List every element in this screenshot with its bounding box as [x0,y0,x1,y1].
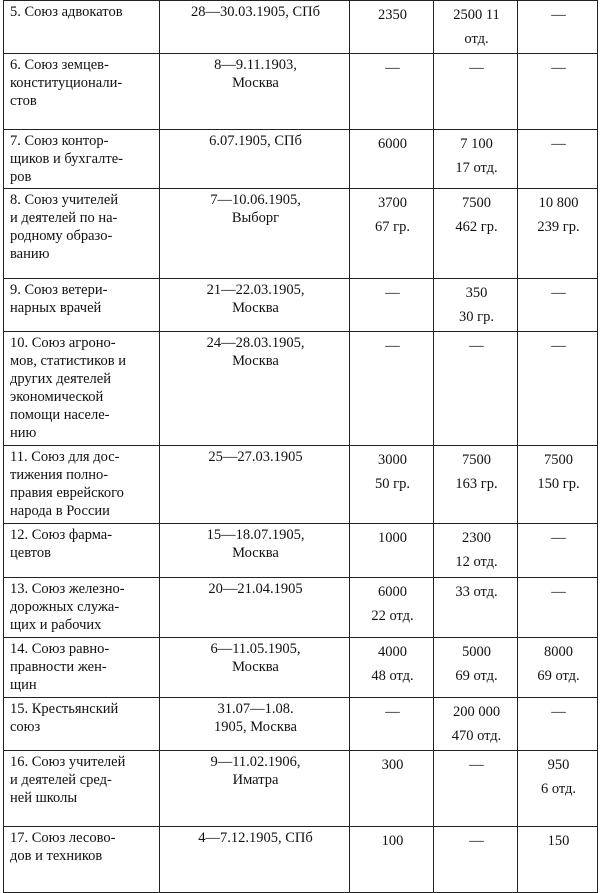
members-col3-cell-line: — [551,60,566,76]
members-col2-cell-line: — [469,338,484,354]
congress-date-cell-line: Выборг [231,210,280,226]
members-col2-cell [434,446,518,524]
union-name-cell-line: 9. Союз ветери- [10,282,108,298]
members-col2-cell [434,524,518,578]
union-name-cell-line: мов, статистиков и [10,353,126,369]
union-name-cell-line: других деятелей [10,371,111,387]
members-col1-cell-line: — [385,60,400,76]
members-col1-cell [350,332,434,446]
members-col2-cell [434,827,518,893]
congress-date-cell [160,638,350,698]
table-row [4,827,598,893]
members-col1-cell [350,446,434,524]
members-col2-cell-line: 350 [465,285,488,301]
members-col2-cell-line: 2300 [462,530,491,546]
congress-date-cell [160,524,350,578]
table-row [4,698,598,751]
members-col3-cell [518,524,598,578]
members-col1-cell-line: 2350 [378,7,407,23]
members-col1-cell-line: 3000 [378,452,407,468]
table-row [4,638,598,698]
union-name-cell-line: стов [10,93,37,109]
union-name-cell [4,130,160,189]
congress-date-cell [160,1,350,54]
congress-date-cell [160,578,350,638]
members-col2-cell [434,751,518,827]
congress-date-cell-line: Иматра [232,772,279,788]
members-col1-cell-line: 4000 [378,644,407,660]
union-name-cell-line: правности жен- [10,659,107,675]
union-name-cell [4,54,160,130]
members-col1-cell [350,54,434,130]
members-col2-cell-line: 30 гр. [459,309,494,325]
members-col1-cell-line: 1000 [378,530,407,546]
members-col2-cell-line: — [469,757,484,773]
congress-date-cell-line: 9—11.02.1906, [210,754,301,770]
congress-date-cell-line: Москва [232,300,279,316]
members-col2-cell [434,332,518,446]
union-name-cell-line: 16. Союз учителей [10,754,126,770]
members-col3-cell-line: 239 гр. [537,219,580,235]
members-col3-cell-line: 7500 [544,452,573,468]
congress-date-cell-line: Москва [232,659,279,675]
congress-date-cell-line: 20—21.04.1905 [208,581,303,597]
union-name-cell [4,698,160,751]
members-col2-cell-line: 33 отд. [455,584,498,600]
congress-date-cell-line: 7—10.06.1905, [210,192,301,208]
union-name-cell-line: тижения полно- [10,467,109,483]
members-col2-cell-line: 69 отд. [455,668,498,684]
congress-date-cell-line: 6.07.1905, СПб [209,133,302,149]
members-col2-cell [434,578,518,638]
table-row [4,751,598,827]
members-col3-cell-line: — [551,584,566,600]
members-col3-cell-line: — [551,530,566,546]
congress-date-cell [160,751,350,827]
union-name-cell [4,638,160,698]
union-name-cell-line: экономической [10,389,104,405]
members-col3-cell [518,130,598,189]
members-col1-cell-line: — [385,704,400,720]
members-col3-cell-line: — [551,704,566,720]
members-col1-cell-line: 300 [381,757,404,773]
union-name-cell-line: 14. Союз равно- [10,641,110,657]
members-col3-cell-line: 150 [547,833,570,849]
congress-date-cell-line: 24—28.03.1905, [206,335,305,351]
union-name-cell-line: и деятелей сред- [10,772,112,788]
members-col2-cell [434,130,518,189]
congress-date-cell-line: Москва [232,545,279,561]
members-col2-cell-line: 7500 [462,195,491,211]
congress-date-cell-line: 25—27.03.1905 [208,449,303,465]
members-col2-cell-line: 470 отд. [451,728,502,744]
congress-date-cell-line: Москва [232,75,279,91]
members-col1-cell [350,751,434,827]
members-col2-cell [434,54,518,130]
members-col2-cell-line: 2500 11 [453,7,500,23]
members-col2-cell-line: 7 100 [460,136,493,152]
union-name-cell-line: ров [10,169,32,185]
congress-date-cell-line: 1905, Москва [214,719,297,735]
union-name-cell-line: союз [10,719,41,735]
members-col3-cell-line: 8000 [544,644,573,660]
congress-date-cell [160,189,350,279]
members-col3-cell [518,638,598,698]
members-col3-cell [518,189,598,279]
members-col3-cell [518,279,598,332]
members-col2-cell-line: — [469,60,484,76]
members-col1-cell-line: 6000 [378,136,407,152]
union-name-cell-line: 10. Союз агроно- [10,335,116,351]
union-name-cell-line: народа в России [10,503,110,519]
members-col2-cell-line: 5000 [462,644,491,660]
members-col1-cell-line: — [385,338,400,354]
members-col1-cell-line: — [385,285,400,301]
members-col3-cell-line: — [551,285,566,301]
table-row [4,524,598,578]
members-col2-cell-line: — [469,833,484,849]
members-col2-cell-line: 12 отд. [455,554,498,570]
congress-date-cell [160,698,350,751]
members-col1-cell [350,698,434,751]
members-col1-cell [350,1,434,54]
members-col3-cell [518,1,598,54]
congress-date-cell-line: 21—22.03.1905, [206,282,305,298]
table-row [4,332,598,446]
union-name-cell-line: щин [10,677,37,693]
congress-date-cell-line: 6—11.05.1905, [210,641,301,657]
union-name-cell-line: дов и техников [10,848,103,864]
members-col1-cell [350,189,434,279]
union-name-cell-line: 15. Крестьянский [10,701,119,717]
union-name-cell-line: и деятелей по на- [10,210,118,226]
members-col2-cell [434,698,518,751]
members-col1-cell-line: 3700 [378,195,407,211]
congress-date-cell [160,332,350,446]
union-name-cell-line: щиков и бухгалте- [10,151,124,167]
congress-date-cell [160,446,350,524]
members-col1-cell [350,827,434,893]
union-name-cell [4,1,160,54]
members-col1-cell-line: 100 [381,833,404,849]
table-row [4,578,598,638]
union-name-cell [4,578,160,638]
members-col1-cell [350,524,434,578]
union-name-cell-line: правия еврейского [10,485,124,501]
members-col2-cell [434,638,518,698]
members-col3-cell [518,698,598,751]
union-name-cell-line: 13. Союз железно- [10,581,125,597]
union-name-cell-line: 17. Союз лесово- [10,830,116,846]
table-row [4,446,598,524]
table-row [4,279,598,332]
members-col3-cell-line: — [551,338,566,354]
congress-date-cell-line: 8—9.11.1903, [214,57,297,73]
congress-date-cell [160,130,350,189]
members-col1-cell [350,578,434,638]
congress-date-cell [160,279,350,332]
members-col2-cell-line: 163 гр. [455,476,498,492]
union-name-cell-line: ванию [10,246,50,262]
members-col1-cell [350,638,434,698]
union-name-cell-line: ней школы [10,790,78,806]
union-name-cell-line: цевтов [10,545,51,561]
union-name-cell-line: 12. Союз фарма- [10,527,113,543]
union-name-cell [4,751,160,827]
members-col1-cell-line: 67 гр. [375,219,410,235]
unions-table [3,0,598,893]
members-col1-cell [350,130,434,189]
members-col3-cell-line: 150 гр. [537,476,580,492]
union-name-cell [4,189,160,279]
congress-date-cell-line: 4—7.12.1905, СПб [198,830,313,846]
members-col2-cell-line: 462 гр. [455,219,498,235]
union-name-cell-line: щих и рабочих [10,617,102,633]
union-name-cell-line: конституционали- [10,75,123,91]
congress-date-cell [160,827,350,893]
congress-date-cell-line: 31.07—1.08. [217,701,294,717]
congress-date-cell [160,54,350,130]
union-name-cell [4,279,160,332]
union-name-cell-line: 6. Союз земцев- [10,57,109,73]
union-name-cell-line: 8. Союз учителей [10,192,119,208]
members-col2-cell [434,279,518,332]
union-name-cell-line: 7. Союз контор- [10,133,109,149]
members-col1-cell-line: 50 гр. [375,476,410,492]
members-col3-cell [518,578,598,638]
members-col1-cell-line: 48 отд. [371,668,414,684]
members-col3-cell [518,827,598,893]
members-col2-cell-line: 17 отд. [455,160,498,176]
table-body [4,1,598,893]
members-col3-cell-line: — [551,136,566,152]
members-col1-cell-line: 6000 [378,584,407,600]
union-name-cell-line: 5. Союз адвокатов [10,4,123,20]
members-col1-cell [350,279,434,332]
congress-date-cell-line: 28—30.03.1905, СПб [190,4,321,20]
members-col3-cell [518,446,598,524]
union-name-cell-line: помощи населе- [10,407,110,423]
congress-date-cell-line: Москва [232,353,279,369]
table-row [4,189,598,279]
members-col3-cell [518,751,598,827]
union-name-cell-line: нию [10,425,37,441]
members-col3-cell-line: 950 [547,757,570,773]
table-row [4,1,598,54]
union-name-cell [4,524,160,578]
union-name-cell [4,827,160,893]
union-name-cell [4,332,160,446]
congress-date-cell-line: 15—18.07.1905, [206,527,305,543]
members-col2-cell-line: отд. [464,31,489,47]
union-name-cell-line: 11. Союз для дос- [10,449,120,465]
table-row [4,54,598,130]
members-col2-cell-line: 200 000 [452,704,501,720]
members-col2-cell [434,189,518,279]
members-col2-cell-line: 7500 [462,452,491,468]
members-col2-cell [434,1,518,54]
members-col3-cell-line: — [551,7,566,23]
table-row [4,130,598,189]
members-col1-cell-line: 22 отд. [371,608,414,624]
union-name-cell-line: родному образо- [10,228,113,244]
members-col3-cell-line: 10 800 [538,195,579,211]
union-name-cell-line: нарных врачей [10,300,102,316]
members-col3-cell [518,54,598,130]
union-name-cell [4,446,160,524]
union-name-cell-line: дорожных служа- [10,599,120,615]
members-col3-cell-line: 69 отд. [537,668,580,684]
members-col3-cell-line: 6 отд. [540,781,577,797]
members-col3-cell [518,332,598,446]
